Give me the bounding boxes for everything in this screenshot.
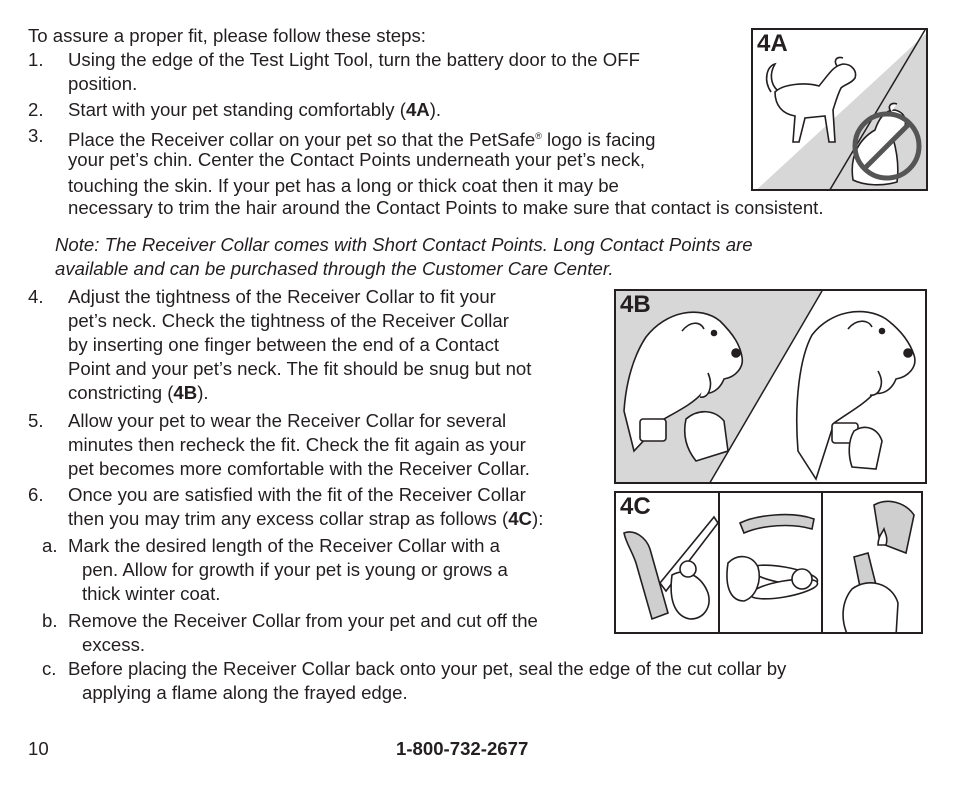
figure-ref-4a: 4A xyxy=(405,99,430,120)
step-1-line-1: Using the edge of the Test Light Tool, turn the battery door to the OFF xyxy=(68,49,640,70)
figure-4a-label: 4A xyxy=(757,30,788,57)
step-1-line-2: position. xyxy=(68,73,138,94)
page-number: 10 xyxy=(28,738,49,759)
substep-a-line-2: pen. Allow for growth if your pet is young or grows a xyxy=(82,559,508,580)
substep-b-line-2: excess. xyxy=(82,634,146,655)
figure-4c-illustration xyxy=(616,493,923,634)
step-4-line-1: Adjust the tightness of the Receiver Collar to fit your xyxy=(68,286,496,307)
step-4-number: 4. xyxy=(28,286,44,307)
figure-4a xyxy=(751,28,928,191)
step-4-line-4: Point and your pet’s neck. The fit should be snug but not xyxy=(68,358,532,379)
substep-a-line-1: Mark the desired length of the Receiver Collar with a xyxy=(68,535,500,556)
step-3-line-2: your pet’s chin. Center the Contact Points underneath your pet’s neck, xyxy=(68,149,646,170)
figure-4b xyxy=(614,289,927,484)
figure-4c xyxy=(614,491,923,634)
step-3-line-3: touching the skin. If your pet has a long or thick coat then it may be xyxy=(68,175,619,196)
note-line-1: Note: The Receiver Collar comes with Short Contact Points. Long Contact Points are xyxy=(55,234,753,255)
step-6-line-2: then you may trim any excess collar strap as follows (4C): xyxy=(68,508,544,529)
step-4-line-3: by inserting one finger between the end of a Contact xyxy=(68,334,500,355)
step-3-number: 3. xyxy=(28,125,44,146)
figure-4b-label: 4B xyxy=(620,291,651,318)
step-5-line-1: Allow your pet to wear the Receiver Collar for several xyxy=(68,410,507,431)
step-5-number: 5. xyxy=(28,410,44,431)
step-3-line-1: Place the Receiver collar on your pet so that the PetSafe® logo is facing xyxy=(68,129,656,151)
step-6-number: 6. xyxy=(28,484,44,505)
substep-c-line-2: applying a flame along the frayed edge. xyxy=(82,682,408,703)
step-4-line-2: pet’s neck. Check the tightness of the Receiver Collar xyxy=(68,310,509,331)
step-5-line-3: pet becomes more comfortable with the Receiver Collar. xyxy=(68,458,530,479)
phone-number: 1-800-732-2677 xyxy=(396,738,529,759)
registered-mark: ® xyxy=(535,131,542,141)
step-6-line-1: Once you are satisfied with the fit of the Receiver Collar xyxy=(68,484,526,505)
step-5-line-2: minutes then recheck the fit. Check the fit again as your xyxy=(68,434,526,455)
substep-b-letter: b. xyxy=(42,610,58,631)
figure-ref-4c: 4C xyxy=(508,508,532,529)
note-line-2: available and can be purchased through the Customer Care Center. xyxy=(55,258,614,279)
substep-c-line-1: Before placing the Receiver Collar back onto your pet, seal the edge of the cut collar by xyxy=(68,658,787,679)
step-1-number: 1. xyxy=(28,49,44,70)
intro-text: To assure a proper fit, please follow these steps: xyxy=(28,25,426,46)
step-3-line-4: necessary to trim the hair around the Contact Points to make sure that contact is consistent. xyxy=(68,197,824,218)
figure-ref-4b: 4B xyxy=(173,382,198,403)
substep-a-letter: a. xyxy=(42,535,58,556)
substep-b-line-1: Remove the Receiver Collar from your pet and cut off the xyxy=(68,610,538,631)
step-4-line-5: constricting (4B). xyxy=(68,382,209,403)
substep-c-letter: c. xyxy=(42,658,57,679)
figure-4c-label: 4C xyxy=(620,493,651,520)
figure-4b-illustration xyxy=(616,291,927,484)
step-2-line: Start with your pet standing comfortably (4A). xyxy=(68,99,442,120)
step-2-number: 2. xyxy=(28,99,44,120)
substep-a-line-3: thick winter coat. xyxy=(82,583,221,604)
